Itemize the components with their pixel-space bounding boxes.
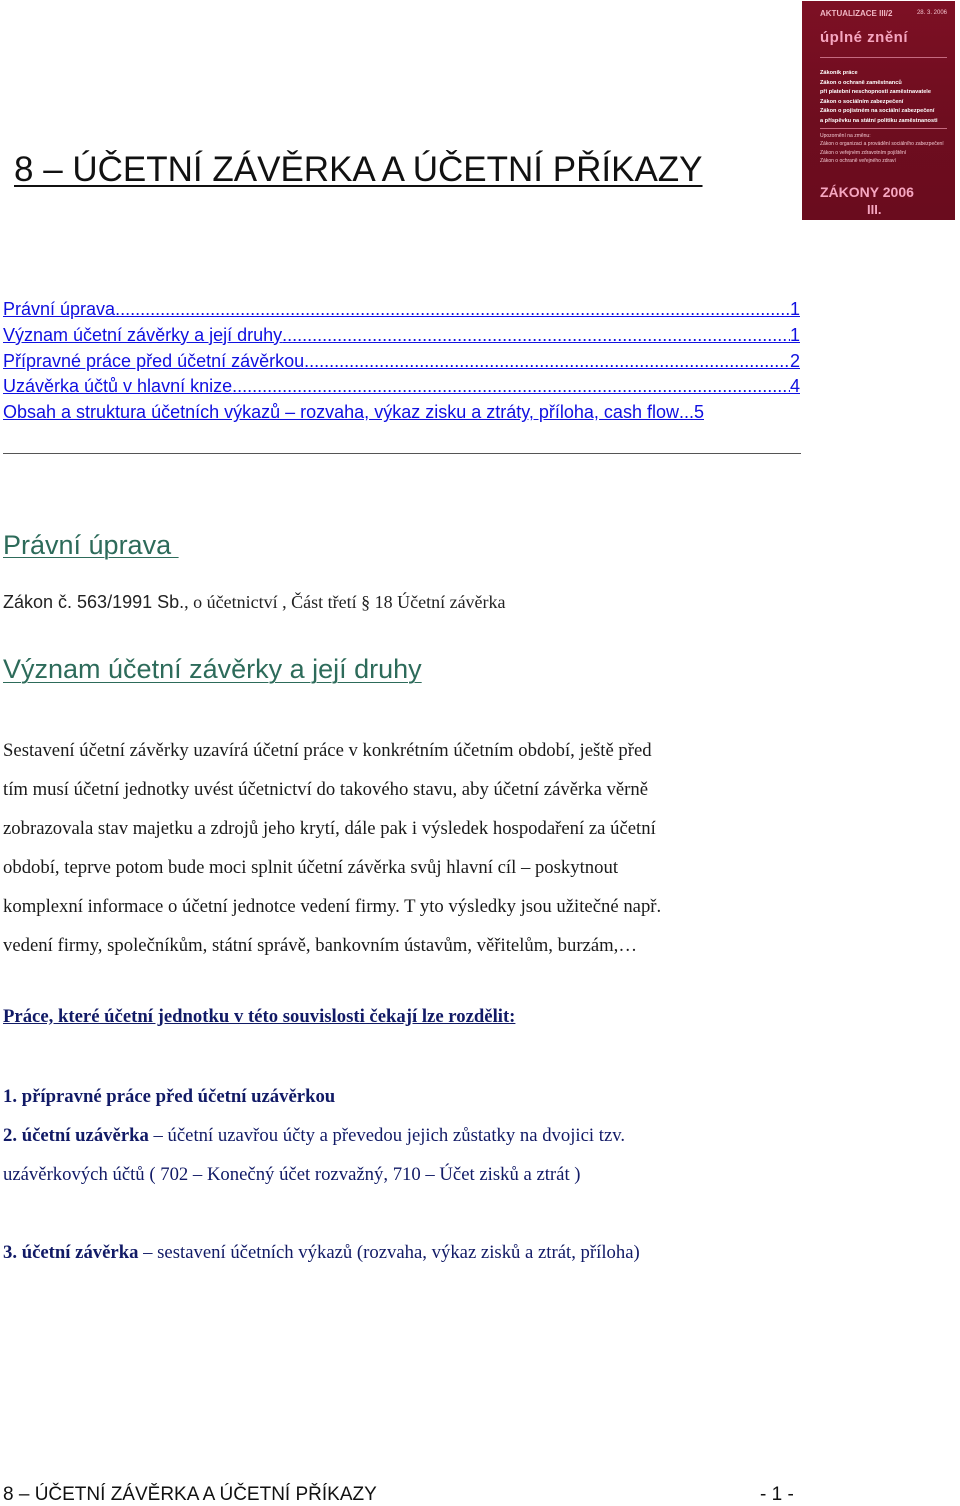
cover-related-item: Zákon o organizaci a provádění sociálního zabezpečení <box>820 141 944 148</box>
toc-link[interactable] <box>3 349 800 375</box>
document-title: 8 – ÚČETNÍ ZÁVĚRKA A ÚČETNÍ PŘÍKAZY <box>14 150 703 189</box>
law-paragraph: 18 Účetní závěrka <box>370 592 506 612</box>
toc-dots <box>115 297 790 323</box>
section-heading-legal: Právní úprava <box>3 530 179 560</box>
cover-date: 28. 3. 2006 <box>916 10 947 16</box>
paragraph-line: období, teprve potom bude moci splnit účetní závěrka svůj hlavní cíl – poskytnout <box>3 857 619 878</box>
toc-page: 4 <box>789 376 800 397</box>
item-title: účetní závěrka <box>21 1242 139 1263</box>
cover-law-item: Zákoník práce <box>820 70 858 76</box>
toc-page: 1 <box>789 324 800 345</box>
toc-title: Právní úprava <box>3 299 116 319</box>
cover-divider <box>820 128 947 129</box>
cover-name: úplné znění <box>820 29 908 46</box>
footer-title: 8 – ÚČETNÍ ZÁVĚRKA A ÚČETNÍ PŘÍKAZY <box>3 1484 377 1505</box>
toc-link[interactable] <box>3 297 800 323</box>
section-heading-meaning: Význam účetní závěrky a její druhy <box>3 654 422 684</box>
toc-link[interactable] <box>3 400 800 426</box>
task-item-2 <box>3 1125 625 1147</box>
cover-volume: III. <box>867 202 882 217</box>
toc-title: Obsah a struktura účetních výkazů – rozvaha, výkaz zisku a ztráty, příloha, cash flow <box>3 402 679 423</box>
toc-title: Přípravné práce před účetní závěrkou <box>3 350 305 371</box>
paragraph-line: vedení firmy, společníkům, státní správě, bankovním ústavům, věřitelům, burzám,… <box>3 935 638 956</box>
footer-page-number: - 1 - <box>760 1484 794 1505</box>
horizontal-divider <box>3 453 801 454</box>
cover-divider <box>820 57 947 58</box>
table-of-contents <box>3 297 800 426</box>
paragraph-line: tím musí účetní jednotky uvést účetnictví do takového stavu, aby účetní závěrka věrně <box>3 779 649 800</box>
toc-dots <box>232 374 790 400</box>
tasks-lead: Práce, které účetní jednotku v této souvislosti čekají lze rozdělit: <box>3 1006 516 1027</box>
toc-dots <box>679 400 694 426</box>
toc-page: 5 <box>693 402 704 423</box>
toc-title: Uzávěrka účtů v hlavní knize <box>3 376 233 397</box>
paragraph-line: Sestavení účetní závěrky uzavírá účetní práce v konkrétním účetním období, ještě před <box>3 740 652 761</box>
paragraph-sign: § <box>361 592 371 612</box>
toc-page: 2 <box>789 350 800 371</box>
law-number: Zákon č. 563/1991 Sb. <box>3 592 185 612</box>
task-item-1 <box>3 1086 335 1108</box>
item-title: přípravné práce před účetní uzávěrkou <box>21 1086 336 1107</box>
toc-dots <box>282 323 790 349</box>
cover-related-list <box>820 132 950 165</box>
body-paragraph <box>3 731 803 965</box>
task-item-2-continued <box>3 1164 581 1186</box>
toc-link[interactable] <box>3 374 800 400</box>
cover-related-item: Upozornění na změnu: <box>820 133 871 139</box>
task-item-3 <box>3 1242 640 1264</box>
item-title: účetní uzávěrka <box>21 1125 149 1146</box>
paragraph-line: zobrazovala stav majetku a zdrojů jeho krytí, dále pak i výsledek hospodaření za účetní <box>3 818 656 839</box>
cover-law-item: Zákon o pojistném na sociální zabezpečení <box>820 108 935 114</box>
law-part: , o účetnictví , Část třetí <box>184 592 362 612</box>
cover-series: AKTUALIZACE III/2 <box>820 9 893 18</box>
toc-link[interactable] <box>3 323 800 349</box>
item-number: 3. <box>3 1242 22 1263</box>
cover-related-item: Zákon o veřejném zdravotním pojištění <box>820 149 907 156</box>
cover-law-item: a příspěvku na státní politiku zaměstnanosti <box>820 117 938 124</box>
item-text: – sestavení účetních výkazů (rozvaha, výkaz zisků a ztrát, příloha) <box>138 1242 640 1263</box>
cover-law-item: při platební neschopnosti zaměstnavatele <box>820 89 931 95</box>
cover-law-item: Zákon o ochraně zaměstnanců <box>820 79 902 86</box>
law-reference <box>3 592 506 613</box>
item-text: uzávěrkových účtů ( 702 – Konečný účet rozvažný, 710 – Účet zisků a ztrát ) <box>3 1164 581 1185</box>
toc-page: 1 <box>789 299 800 319</box>
item-text: – účetní uzavřou účty a převedou jejich zůstatky na dvojici tzv. <box>148 1125 626 1146</box>
toc-dots <box>304 349 790 375</box>
toc-title: Význam účetní závěrky a její druhy <box>3 324 283 345</box>
paragraph-line: komplexní informace o účetní jednotce vedení firmy. T yto výsledky jsou užitečné např. <box>3 896 662 917</box>
item-number: 2. <box>3 1125 22 1146</box>
cover-law-list <box>820 69 950 126</box>
cover-related-item: Zákon o ochraně veřejného zdraví <box>820 157 896 164</box>
item-number: 1. <box>3 1086 22 1107</box>
cover-series-name: ZÁKONY 2006 <box>820 184 914 200</box>
book-cover-image <box>802 1 955 220</box>
cover-law-item: Zákon o sociálním zabezpečení <box>820 98 904 105</box>
